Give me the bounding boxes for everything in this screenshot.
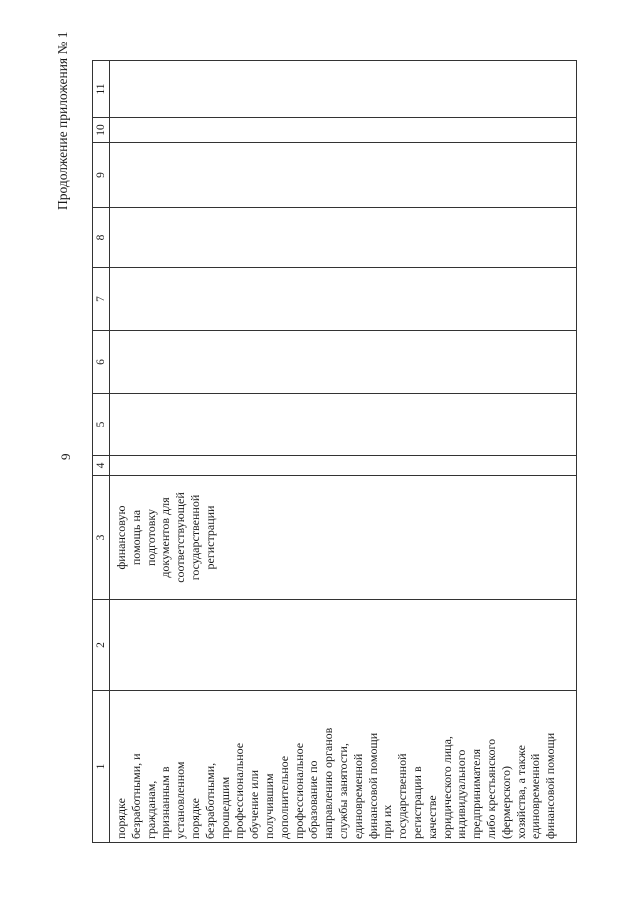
appendix-table (92, 60, 577, 843)
column-number: 1 (93, 691, 110, 843)
text-line: государственной (395, 753, 410, 839)
page-number: 9 (58, 453, 73, 460)
column-number: 2 (93, 600, 110, 691)
column-number-row (93, 61, 110, 843)
text-line: индивидуального (454, 749, 469, 839)
text-line: признанным в (158, 766, 173, 839)
text-line: хозяйства, а также (513, 745, 528, 839)
text-line: безработными, (202, 762, 217, 839)
empty-cell (110, 208, 577, 268)
empty-cell (110, 61, 577, 118)
column-number: 3 (93, 476, 110, 600)
text-line: обучение или (247, 769, 262, 839)
column-number: 9 (93, 143, 110, 208)
text-line: получившим (261, 773, 276, 839)
text-line: порядке (114, 798, 128, 839)
empty-cell (110, 143, 577, 208)
text-line: (фермерского) (498, 765, 513, 839)
text-line: либо крестьянского (483, 738, 498, 839)
column-number: 7 (93, 268, 110, 331)
text-line: подготовку (143, 508, 158, 567)
text-line: документов для (158, 497, 173, 578)
text-line: порядке (187, 798, 202, 839)
text-line: государственной (187, 494, 202, 581)
column-number: 6 (93, 331, 110, 394)
text-line: предпринимателя (469, 749, 484, 839)
empty-cell (110, 600, 577, 691)
text-line: прошедшим (217, 776, 232, 839)
text-line: установленном (173, 761, 188, 839)
appendix-continuation-label: Продолжение приложения № 1 (55, 31, 70, 210)
text-line: регистрации в (409, 766, 424, 839)
assistance-description-cell (110, 476, 577, 600)
text-line: профессиональное (232, 742, 247, 839)
text-line: соответствующей (173, 492, 188, 583)
column-number: 10 (93, 118, 110, 143)
empty-cell (110, 268, 577, 331)
column-number: 4 (93, 456, 110, 476)
empty-cell (110, 118, 577, 143)
text-line: безработными, и (128, 753, 143, 839)
text-line: профессиональное (291, 742, 306, 839)
text-line: регистрации (202, 505, 217, 570)
column-number: 8 (93, 208, 110, 268)
empty-cell (110, 331, 577, 394)
table-row (110, 61, 577, 843)
text-line: образование по (306, 760, 321, 839)
column-number: 11 (93, 61, 110, 118)
text-line: службы занятости, (335, 743, 350, 839)
text-line: единовременной (350, 753, 365, 839)
recipient-category-cell (110, 691, 577, 843)
text-line: финансовой помощи (365, 732, 380, 839)
text-line: качестве (424, 795, 439, 839)
text-line: единовременной (528, 753, 543, 839)
empty-cell (110, 394, 577, 456)
empty-cell (110, 456, 577, 476)
text-line: дополнительное (276, 755, 291, 839)
text-line: направлению органов (321, 727, 336, 839)
text-line: финансовой помощи (543, 732, 558, 839)
text-line: юридического лица, (439, 736, 454, 839)
text-line: помощь на (128, 509, 143, 566)
text-line: гражданам, (143, 780, 158, 839)
column-number: 5 (93, 394, 110, 456)
text-line: при их (380, 804, 395, 839)
text-line: финансовую (114, 505, 128, 570)
